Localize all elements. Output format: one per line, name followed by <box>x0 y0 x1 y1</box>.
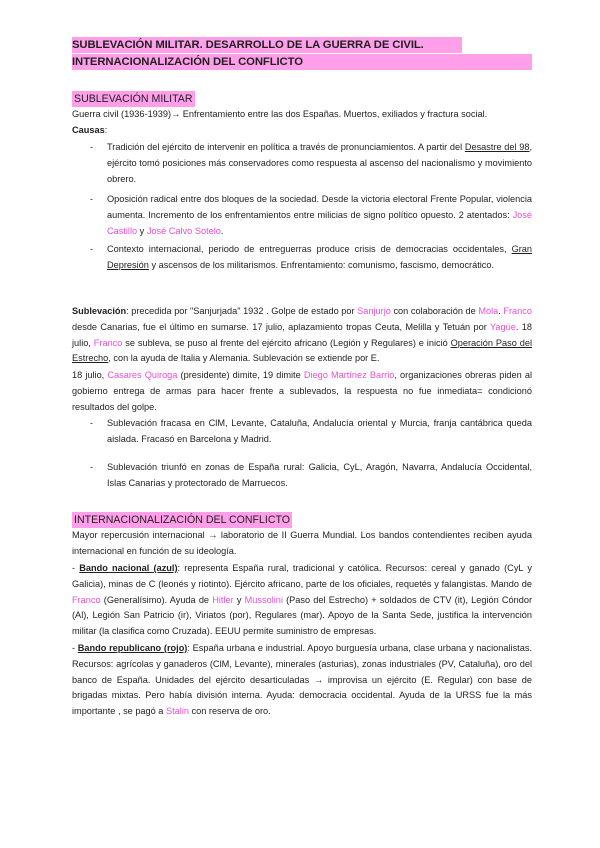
causas-colon: : <box>104 125 108 135</box>
nacional-text-c: (Paso del Estrecho) + soldados de CTV (it), Legión Cóndor (Al), Legión San Patricio (ir), Viriatos (por), Regulares (mar). Apoyo de la Santa Sede, justifica la intervención militar (la clasifica como Cruzada). EEUU permite suministro de empresas. <box>72 594 533 637</box>
name-martinez-barrio: Diego Martínez Barrio <box>303 370 395 380</box>
causa-item-1 <box>107 140 532 187</box>
name-franco: Franco <box>503 306 532 316</box>
paragraph-intro-internacional: Mayor repercusión internacional → laboratorio de II Guerra Mundial. Los bandos contendientes reciben ayuda internacional en función de su ideología. <box>72 530 532 556</box>
nacional-dash: - <box>72 563 80 573</box>
nacional-text-a: : representa España rural, tradicional y católica. Recursos: cereal y ganado (CyL y Galicia), minas de C (leonés y riotinto). Ejército africano, parte de los oficiales, requetés y falangistas. Mando de <box>72 563 532 589</box>
sublevacion-text-f: se subleva, se puso al frente del ejército africano (Legión y Regulares) e inició <box>122 337 451 348</box>
name-stalin: Stalin <box>165 706 189 717</box>
name-mussolini: Mussolini <box>244 594 283 605</box>
section-heading-sublevacion: SUBLEVACIÓN MILITAR <box>74 93 193 105</box>
paragraph-guerra-civil: Guerra civil (1936-1939)→ Enfrentamiento entre las dos Españas. Muertos, exiliados y fractura social. <box>72 109 488 119</box>
sublevacion-text-g: , con la ayuda de Italia y Alemania. Sublevación se extiende por E. <box>108 353 380 364</box>
sublevacion-label: Sublevación <box>72 306 127 316</box>
causa-3-link: Gran Depresión <box>107 244 532 270</box>
triunfo-item: Sublevación triunfó en zonas de España rural: Galicia, CyL, Aragón, Navarra, Andalucía Occidental, Islas Canarias y protectorado de Marruecos. <box>107 462 532 488</box>
republicano-text-a: : España urbana e industrial. Apoyo burguesía urbana, clase urbana y nacionalistas. Recursos: agrícolas y ganaderos (ClM, Levante), minerales (asturias), zonas industriales (PV, Cataluña), oro del banco de España. Unidades del ejército desarticuladas → improvisa un ejército (E. Regular) con base de brigadas mixtas. Pero había división interna. Ayuda: democracia occidental. Ayuda de la URSS fue la más importante , se pagó a <box>72 643 532 717</box>
document-title-line-1: SUBLEVACIÓN MILITAR. DESARROLLO DE LA GUERRA DE CIVIL. <box>72 37 462 53</box>
name-franco-2: Franco <box>93 337 123 348</box>
sublevacion-text-c: . <box>498 306 504 316</box>
causa-3-text-b: y ascensos de los militarismos. Enfrentamiento: comunismo, fascismo, democrático. <box>148 259 495 270</box>
causas-label-line <box>72 123 532 139</box>
name-sanjurjo: Sanjurjo <box>357 306 391 316</box>
causa-1-text-b: , ejército tomó posiciones más conservadores como respuesta al ascenso del nacionalismo y movimiento obrero. <box>107 142 532 184</box>
fracaso-item: Sublevación fracasa en ClM, Levante, Cataluña, Andalucía oriental y Murcia, franja cantábrica queda aislada. Fracasó en Barcelona y Madrid. <box>107 418 532 444</box>
bullet-dash: - <box>90 142 94 152</box>
document-title-line-2: INTERNACIONALIZACIÓN DEL CONFLICTO <box>72 54 532 70</box>
julio-text-c: , organizaciones obreras piden al gobierno entrega de armas para hacer frente a sublevados, la respuesta no fue inmediata= condicionó resultados del golpe. <box>72 370 532 412</box>
name-yague: Yagüe <box>489 321 516 332</box>
julio-text-b: (presidente) dimite, 19 dimite <box>177 370 304 380</box>
sublevacion-text-e: . 18 julio, <box>72 321 533 348</box>
name-jose-castillo: José Castillo <box>107 209 532 236</box>
name-casares-quiroga: Casares Quiroga <box>107 370 178 380</box>
causa-3-text-a: Contexto internacional, periodo de entreguerras produce crisis de democracias occidentales, <box>107 244 512 254</box>
bullet-dash: - <box>90 244 94 254</box>
causa-1-link: Desastre del 98 <box>464 142 530 152</box>
causa-item-3 <box>107 242 532 274</box>
sublevacion-text-a: : precedida por "Sanjurjada" 1932 . Golpe de estado por <box>126 306 358 316</box>
causa-2-end: . <box>220 225 224 236</box>
sublevacion-text-b: con colaboración de <box>390 306 479 316</box>
paragraph-18-julio <box>72 368 532 415</box>
julio-text-a: 18 julio, <box>72 370 108 380</box>
bullet-dash: - <box>90 194 94 204</box>
bando-republicano-label: Bando republicano (rojo) <box>77 643 188 653</box>
name-hitler: Hitler <box>212 594 234 605</box>
paragraph-bando-nacional <box>72 561 532 640</box>
paragraph-bando-republicano <box>72 641 532 720</box>
bullet-dash: - <box>90 462 94 472</box>
bando-nacional-label: Bando nacional (azul) <box>79 563 178 573</box>
nacional-text-y: y <box>233 594 245 605</box>
republicano-text-b: con reserva de oro. <box>188 706 271 717</box>
name-mola: Mola <box>478 306 499 316</box>
causa-item-2 <box>107 192 532 239</box>
name-franco-nacional: Franco <box>72 594 101 605</box>
bullet-dash: - <box>90 418 94 428</box>
causa-1-text-a: Tradición del ejército de intervenir en política a través de pronunciamientos. A partir del <box>107 142 465 152</box>
sublevacion-text-d: desde Canarias, fue el último en sumarse. 17 julio, aplazamiento tropas Ceuta, Melilla y Tetuán por <box>72 321 490 332</box>
name-calvo-sotelo: José Calvo Sotelo <box>146 225 221 236</box>
causas-label: Causas <box>72 125 105 135</box>
nacional-text-b: (Generalísimo). Ayuda de <box>100 594 213 605</box>
republicano-dash: - <box>72 643 78 653</box>
paragraph-sublevacion <box>72 304 532 367</box>
causa-2-text-y: y <box>137 225 147 236</box>
operacion-paso-estrecho: Operación Paso del Estrecho <box>72 337 532 364</box>
causa-2-text-a: Oposición radical entre dos bloques de la sociedad. Desde la victoria electoral Frente Popular, violencia aumenta. Incremento de los enfrentamientos entre milicias de signo político opuesto. 2 atentados: <box>107 194 532 220</box>
section-heading-internacionalizacion: INTERNACIONALIZACIÓN DEL CONFLICTO <box>74 514 291 526</box>
